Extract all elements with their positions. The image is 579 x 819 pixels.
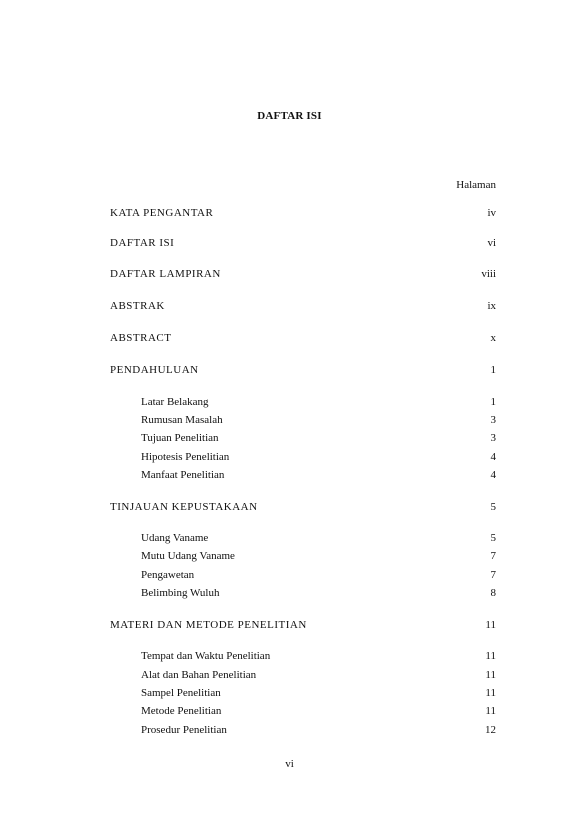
toc-entry-label: PENDAHULUAN (110, 364, 199, 376)
toc-entry-daftar-lampiran[interactable] (110, 267, 496, 281)
toc-entry-page: 11 (485, 650, 496, 662)
toc-subentry-metode-penelitian[interactable] (141, 704, 496, 718)
toc-entry-page: 11 (485, 705, 496, 717)
toc-entry-abstrak[interactable] (110, 299, 496, 313)
toc-entry-tinjauan-kepustakaan[interactable] (110, 500, 496, 514)
toc-subentry-prosedur-penelitian[interactable] (141, 723, 496, 737)
toc-entry-label: Mutu Udang Vaname (141, 550, 235, 562)
toc-entry-label: TINJAUAN KEPUSTAKAAN (110, 501, 258, 513)
toc-entry-page: vi (487, 237, 496, 249)
toc-entry-label: Prosedur Penelitian (141, 724, 227, 736)
toc-entry-page: 1 (490, 364, 496, 376)
toc-subentry-sampel-penelitian[interactable] (141, 686, 496, 700)
toc-subentry-tempat-dan-waktu-penelitian[interactable] (141, 649, 496, 663)
toc-entry-page: 1 (490, 396, 496, 408)
toc-entry-page: 5 (490, 532, 496, 544)
toc-entry-label: Latar Belakang (141, 396, 209, 408)
toc-entry-page: 3 (490, 432, 496, 444)
toc-subentry-manfaat-penelitian[interactable] (141, 468, 496, 482)
toc-entry-abstract[interactable] (110, 331, 496, 345)
toc-entry-materi-dan-metode-penelitian[interactable] (110, 618, 496, 632)
toc-subentry-alat-dan-bahan-penelitian[interactable] (141, 668, 496, 682)
toc-subentry-tujuan-penelitian[interactable] (141, 431, 496, 445)
toc-entry-page: 11 (485, 619, 496, 631)
toc-entry-label: Rumusan Masalah (141, 414, 223, 426)
toc-entry-page: 4 (490, 451, 496, 463)
toc-entry-label: ABSTRACT (110, 332, 172, 344)
toc-entry-page: 11 (485, 687, 496, 699)
toc-subentry-pengawetan[interactable] (141, 568, 496, 582)
page-title: DAFTAR ISI (257, 110, 322, 122)
toc-entry-label: ABSTRAK (110, 300, 165, 312)
toc-entry-page: 11 (485, 669, 496, 681)
toc-subentry-mutu-udang-vaname[interactable] (141, 549, 496, 563)
toc-entry-label: Alat dan Bahan Penelitian (141, 669, 257, 681)
toc-entry-page: 12 (485, 724, 496, 736)
toc-entry-label: MATERI DAN METODE PENELITIAN (110, 619, 307, 631)
toc-subentry-rumusan-masalah[interactable] (141, 413, 496, 427)
toc-subentry-belimbing-wuluh[interactable] (141, 586, 496, 600)
page-column-heading: Halaman (456, 179, 496, 191)
toc-entry-page: 3 (490, 414, 496, 426)
toc-entry-page: ix (487, 300, 496, 312)
toc-entry-label: Manfaat Penelitian (141, 469, 225, 481)
toc-entry-label: Tempat dan Waktu Penelitian (141, 650, 271, 662)
toc-subentry-latar-belakang[interactable] (141, 395, 496, 409)
toc-entry-pendahuluan[interactable] (110, 363, 496, 377)
toc-entry-daftar-isi[interactable] (110, 236, 496, 250)
toc-entry-label: KATA PENGANTAR (110, 207, 214, 219)
toc-entry-label: DAFTAR LAMPIRAN (110, 268, 221, 280)
toc-entry-label: Pengawetan (141, 569, 195, 581)
toc-entry-label: Sampel Penelitian (141, 687, 221, 699)
toc-subentry-hipotesis-penelitian[interactable] (141, 450, 496, 464)
footer-page-number: vi (285, 758, 294, 770)
toc-entry-page: iv (487, 207, 496, 219)
toc-entry-label: Belimbing Wuluh (141, 587, 220, 599)
toc-entry-page: 5 (490, 501, 496, 513)
toc-entry-label: Udang Vaname (141, 532, 209, 544)
toc-entry-page: 7 (490, 550, 496, 562)
toc-entry-page: 4 (490, 469, 496, 481)
toc-subentry-udang-vaname[interactable] (141, 531, 496, 545)
toc-entry-label: Hipotesis Penelitian (141, 451, 230, 463)
toc-entry-label: Metode Penelitian (141, 705, 222, 717)
toc-entry-page: 8 (490, 587, 496, 599)
toc-entry-page: 7 (490, 569, 496, 581)
toc-entry-label: Tujuan Penelitian (141, 432, 219, 444)
toc-entry-kata-pengantar[interactable] (110, 206, 496, 220)
toc-entry-label: DAFTAR ISI (110, 237, 175, 249)
toc-entry-page: x (490, 332, 496, 344)
toc-entry-page: viii (481, 268, 496, 280)
